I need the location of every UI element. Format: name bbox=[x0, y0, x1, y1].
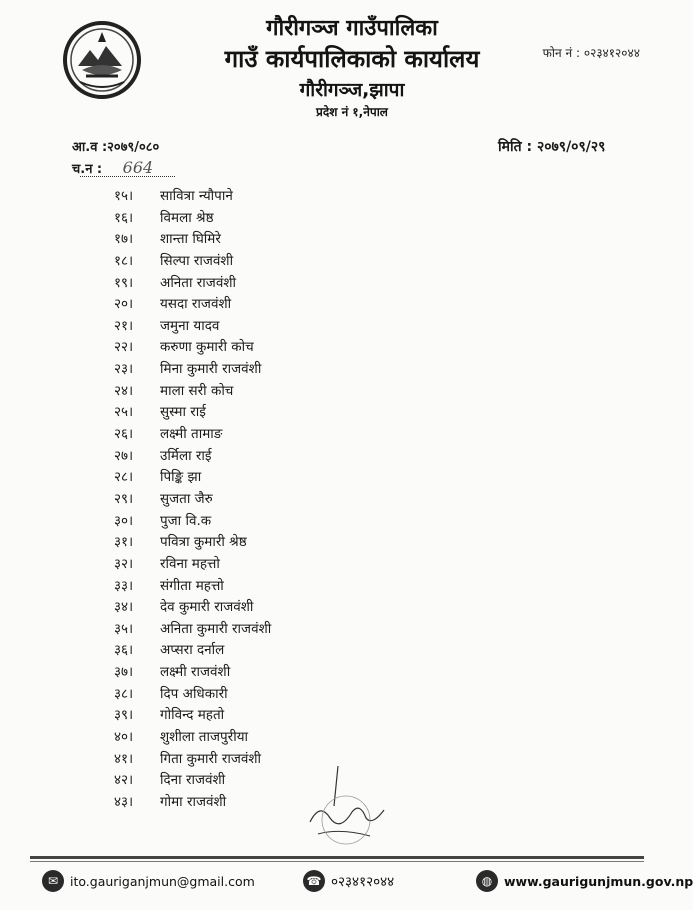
list-item-number: २९। bbox=[114, 490, 134, 507]
list-item-number: २८। bbox=[114, 469, 134, 486]
list-item bbox=[108, 727, 468, 749]
list-item bbox=[108, 597, 468, 619]
list-item bbox=[108, 381, 468, 403]
envelope-icon: ✉ bbox=[42, 870, 64, 892]
footer-rule-thin bbox=[30, 861, 644, 862]
list-item bbox=[108, 229, 468, 251]
list-item-name: सुस्मा राई bbox=[160, 404, 206, 421]
list-item-number: २०। bbox=[114, 296, 134, 313]
list-item-number: २३। bbox=[114, 361, 134, 378]
list-item-number: २१। bbox=[114, 317, 134, 334]
list-item-number: ४०। bbox=[114, 729, 134, 746]
list-item-name: लक्ष्मी राजवंशी bbox=[160, 664, 231, 681]
list-item-name: संगीता महत्तो bbox=[160, 577, 224, 594]
list-item-number: ३८। bbox=[114, 685, 134, 702]
list-item-name: गोविन्द महतो bbox=[160, 707, 225, 724]
list-item bbox=[108, 705, 468, 727]
list-item bbox=[108, 532, 468, 554]
list-item-name: अप्सरा दर्नाल bbox=[160, 642, 225, 659]
list-item-number: १८। bbox=[114, 252, 134, 269]
list-item-name: जमुना यादव bbox=[160, 317, 220, 334]
list-item-name: उर्मिला राई bbox=[160, 447, 212, 464]
footer-rule-thick bbox=[30, 856, 644, 859]
list-item bbox=[108, 186, 468, 208]
list-item-number: ३७। bbox=[114, 664, 134, 681]
list-item bbox=[108, 662, 468, 684]
list-item-number: १९। bbox=[114, 274, 134, 291]
list-item-number: ३२। bbox=[114, 555, 134, 572]
list-item bbox=[108, 749, 468, 771]
list-item bbox=[108, 294, 468, 316]
footer-website bbox=[476, 870, 693, 892]
reference-number: 664 bbox=[122, 158, 154, 177]
office-address-city: गौरीगञ्ज,झापा bbox=[299, 79, 405, 101]
list-item-name: दिप अधिकारी bbox=[160, 685, 228, 702]
list-item-number: ३५। bbox=[114, 620, 134, 637]
reference-line bbox=[72, 158, 153, 177]
list-item-number: १५। bbox=[114, 188, 134, 204]
list-item-number: १७। bbox=[114, 231, 134, 248]
list-item-number: ३४। bbox=[114, 599, 134, 616]
footer-website-text: www.gaurigunjmun.gov.np bbox=[504, 873, 693, 889]
office-name-executive: गाउँ कार्यपालिकाको कार्यालय bbox=[224, 45, 480, 73]
list-item-number: १६। bbox=[114, 209, 134, 226]
list-item-name: दिना राजवंशी bbox=[160, 772, 226, 789]
list-item bbox=[108, 554, 468, 576]
name-list bbox=[108, 186, 468, 814]
list-item-name: सिल्पा राजवंशी bbox=[160, 252, 234, 269]
list-item-name: अनिता राजवंशी bbox=[160, 274, 237, 291]
list-item-name: गोमा राजवंशी bbox=[160, 793, 227, 810]
list-item bbox=[108, 273, 468, 295]
list-item-name: लक्ष्मी तामाङ bbox=[160, 426, 223, 443]
list-item-name: पवित्रा कुमारी श्रेष्ठ bbox=[160, 534, 247, 551]
list-item-number: २५। bbox=[114, 404, 134, 421]
list-item-name: माला सरी कोच bbox=[160, 382, 234, 399]
telephone-icon: ☎ bbox=[303, 870, 325, 892]
list-item-number: २७। bbox=[114, 447, 134, 464]
reference-underline bbox=[80, 176, 175, 177]
list-item bbox=[108, 489, 468, 511]
list-item bbox=[108, 337, 468, 359]
footer-phone-text: ०२३४१२०४४ bbox=[331, 874, 395, 890]
letter-date: मिति : २०७९/०९/२९ bbox=[498, 139, 606, 155]
header-phone: फोन नं : ०२३४१२०४४ bbox=[542, 46, 640, 60]
list-item-number: ३६। bbox=[114, 642, 134, 659]
list-item bbox=[108, 446, 468, 468]
footer-phone bbox=[303, 870, 394, 892]
office-address-province: प्रदेश नं १,नेपाल bbox=[316, 105, 388, 119]
list-item-number: ३९। bbox=[114, 707, 134, 724]
list-item bbox=[108, 316, 468, 338]
footer-email-text: ito.gauriganjmun@gmail.com bbox=[70, 873, 255, 889]
list-item bbox=[108, 359, 468, 381]
list-item-number: ३०। bbox=[114, 512, 134, 529]
list-item bbox=[108, 640, 468, 662]
globe-icon: ◍ bbox=[476, 870, 498, 892]
list-item-name: गिता कुमारी राजवंशी bbox=[160, 750, 262, 767]
list-item-name: अनिता कुमारी राजवंशी bbox=[160, 620, 272, 637]
list-item bbox=[108, 511, 468, 533]
fiscal-year: आ.व :२०७९/०८० bbox=[72, 140, 160, 155]
list-item-number: ४१। bbox=[114, 750, 134, 767]
list-item-name: विमला श्रेष्ठ bbox=[160, 209, 214, 226]
list-item-number: ३१। bbox=[114, 534, 134, 551]
list-item-name: रविना महत्तो bbox=[160, 555, 220, 572]
list-item-number: ४३। bbox=[114, 793, 134, 810]
signature bbox=[300, 762, 390, 852]
list-item bbox=[108, 770, 468, 792]
list-item-name: पिङ्कि झा bbox=[160, 469, 202, 486]
list-item bbox=[108, 576, 468, 598]
list-item-number: २२। bbox=[114, 339, 134, 356]
list-item-name: देव कुमारी राजवंशी bbox=[160, 599, 254, 616]
list-item-name: सुजता जैरु bbox=[160, 490, 213, 507]
footer-email bbox=[42, 870, 255, 892]
list-item bbox=[108, 424, 468, 446]
list-item bbox=[108, 251, 468, 273]
list-item-name: शान्ता घिमिरे bbox=[160, 231, 221, 248]
list-item-name: पुजा वि.क bbox=[160, 512, 212, 529]
list-item bbox=[108, 467, 468, 489]
list-item bbox=[108, 619, 468, 641]
list-item-name: मिना कुमारी राजवंशी bbox=[160, 361, 262, 378]
list-item bbox=[108, 792, 468, 814]
list-item-name: सावित्रा न्यौपाने bbox=[160, 188, 233, 204]
list-item-number: २६। bbox=[114, 426, 134, 443]
reference-label: च.न : bbox=[72, 162, 103, 177]
list-item-name: शुशीला ताजपुरीया bbox=[160, 729, 249, 746]
list-item bbox=[108, 208, 468, 230]
list-item-number: २४। bbox=[114, 382, 134, 399]
office-name-municipality: गौरीगञ्ज गाउँपालिका bbox=[266, 16, 438, 41]
list-item-number: ३३। bbox=[114, 577, 134, 594]
list-item-number: ४२। bbox=[114, 772, 134, 789]
list-item-name: यसदा राजवंशी bbox=[160, 296, 232, 313]
list-item bbox=[108, 684, 468, 706]
list-item bbox=[108, 402, 468, 424]
list-item-name: करुणा कुमारी कोच bbox=[160, 339, 254, 356]
